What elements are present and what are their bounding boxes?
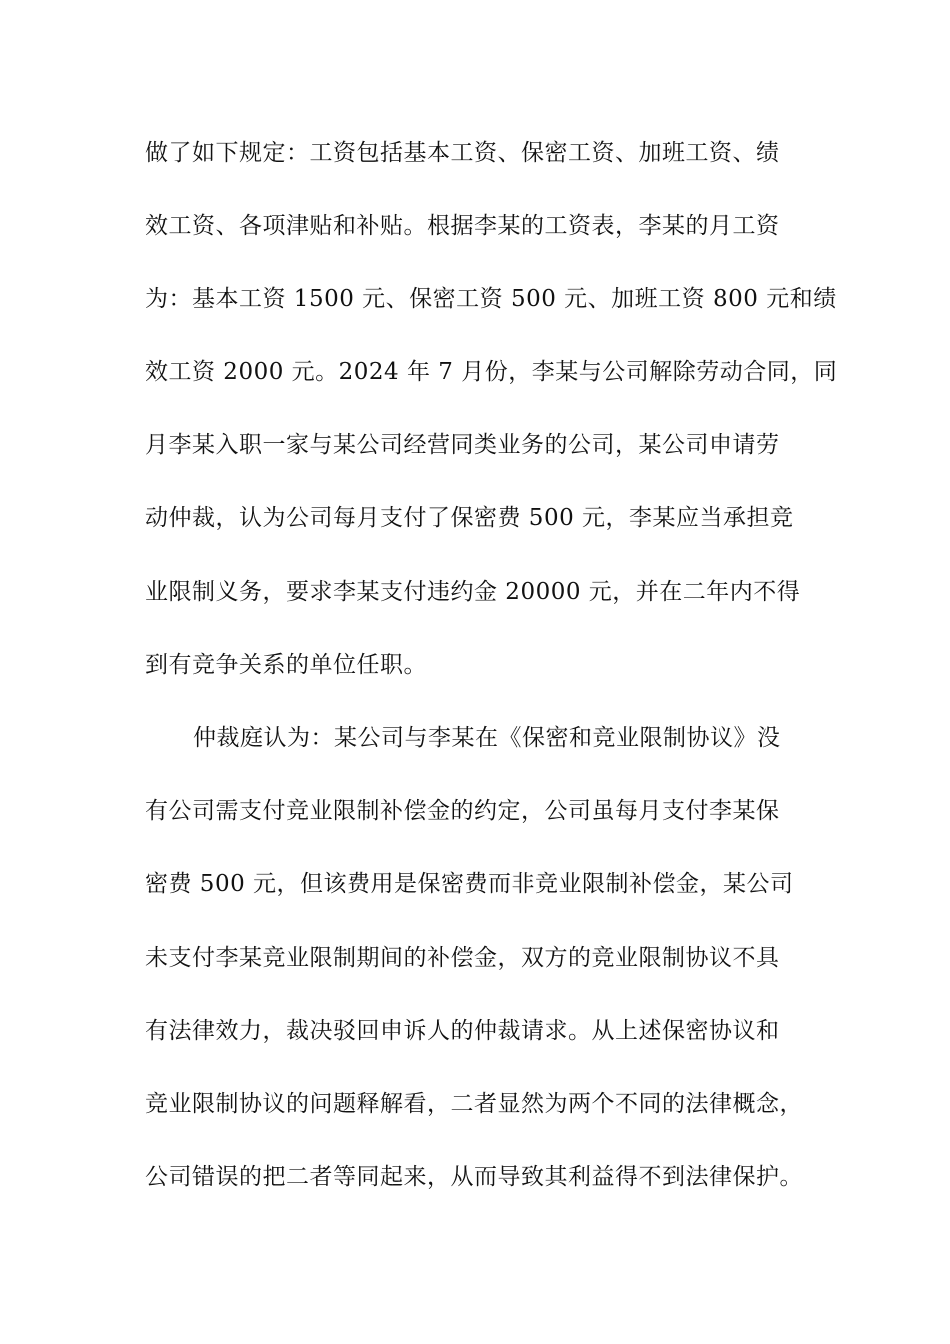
paragraph-line: 到有竞争关系的单位任职。 bbox=[145, 652, 427, 678]
paragraph-line: 效工资 2000 元。2024 年 7 月份，李某与公司解除劳动合同，同 bbox=[145, 359, 838, 385]
paragraph-line: 动仲裁，认为公司每月支付了保密费 500 元，李某应当承担竞 bbox=[145, 505, 794, 531]
paragraph-line: 仲裁庭认为：某公司与李某在《保密和竞业限制协议》没 bbox=[193, 725, 781, 751]
paragraph-line: 密费 500 元，但该费用是保密费而非竞业限制补偿金，某公司 bbox=[145, 871, 794, 897]
paragraph-line: 业限制义务，要求李某支付违约金 20000 元，并在二年内不得 bbox=[145, 579, 801, 605]
paragraph-line: 竞业限制协议的问题释解看，二者显然为两个不同的法律概念， bbox=[145, 1091, 803, 1117]
paragraph-line: 有法律效力，裁决驳回申诉人的仲裁请求。从上述保密协议和 bbox=[145, 1018, 780, 1044]
paragraph-line: 公司错误的把二者等同起来，从而导致其利益得不到法律保护。 bbox=[145, 1164, 803, 1190]
paragraph-line: 效工资、各项津贴和补贴。根据李某的工资表，李某的月工资 bbox=[145, 213, 780, 239]
paragraph-line: 为：基本工资 1500 元、保密工资 500 元、加班工资 800 元和绩 bbox=[145, 286, 837, 312]
paragraph-line: 未支付李某竞业限制期间的补偿金，双方的竞业限制协议不具 bbox=[145, 945, 780, 971]
paragraph-line: 做了如下规定：工资包括基本工资、保密工资、加班工资、绩 bbox=[145, 140, 780, 166]
paragraph-line: 有公司需支付竞业限制补偿金的约定，公司虽每月支付李某保 bbox=[145, 798, 780, 824]
paragraph-line: 月李某入职一家与某公司经营同类业务的公司，某公司申请劳 bbox=[145, 432, 780, 458]
